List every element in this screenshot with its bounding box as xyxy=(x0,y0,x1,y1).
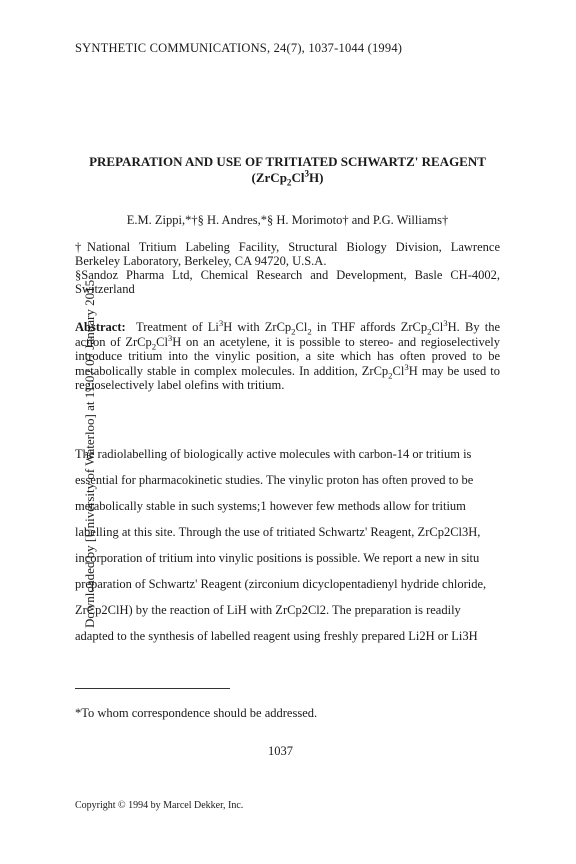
title-line-1: PREPARATION AND USE OF TRITIATED SCHWARTZ' REAGENT xyxy=(89,154,486,169)
body-line: preparation of Schwartz' Reagent (zirconium dicyclopentadienyl hydride chloride, xyxy=(75,577,487,591)
body-line: essential for pharmacokinetic studies. The vinylic proton has often proved to be xyxy=(75,473,474,487)
body-line: labelling at this site. Through the use of tritiated Schwartz' Reagent, ZrCp2Cl3H, xyxy=(75,525,481,539)
title-formula: $(ZrCp_2Cl^3H)$ xyxy=(251,168,324,188)
body-line: The radiolabelling of biologically active molecules with carbon-14 or tritium is xyxy=(75,447,472,461)
affiliation-sandoz: §Sandoz Pharma Ltd, Chemical Research and Development, Basle CH-4002, Switzerland xyxy=(75,268,500,296)
body-line: metabolically stable in such systems;1 however few methods allow for tritium xyxy=(75,499,466,513)
footnote-rule xyxy=(75,688,230,689)
journal-header: SYNTHETIC COMMUNICATIONS, 24(7), 1037-1044 (1994) xyxy=(75,41,403,55)
body-line: adapted to the synthesis of labelled reagent using freshly prepared Li2H or Li3H xyxy=(75,629,478,643)
abstract-label: Abstract: xyxy=(75,320,126,334)
download-watermark: Downloaded by [University of Waterloo] at 11:07 07 January 2015 xyxy=(82,279,97,628)
footnote: *To whom correspondence should be addressed. xyxy=(75,706,318,720)
affiliation-lbl: †National Tritium Labeling Facility, Structural Biology Division, Lawrence Berkeley Laboratory, Berkeley, CA 94720, U.S.A. xyxy=(75,240,500,268)
copyright-notice: Copyright © 1994 by Marcel Dekker, Inc. xyxy=(75,800,244,811)
paper-title xyxy=(75,154,500,186)
body-line: incorporation of tritium into vinylic positions is possible. We report a new in situ xyxy=(75,551,480,565)
author-list: E.M. Zippi,*†§ H. Andres,*§ H. Morimoto† and P.G. Williams† xyxy=(126,213,449,227)
page-number: 1037 xyxy=(268,744,293,758)
body-line: ZrCp2ClH) by the reaction of LiH with ZrCp2Cl2. The preparation is readily xyxy=(75,603,461,617)
abstract: Abstract: Treatment of Li$^3$H with $ZrCp_2Cl_2$ in THF affords $ZrCp_2Cl^3H$. By the action of $ZrCp_2Cl^3H$ on an acetylene, it is possible to stereo- and regioselectively introduce tritium into the vinylic position, a site which has often proved to be metabolically stable in complex molecules. In addition, $ZrCp_2Cl^3H$ may be used to regioselectively label olefins with tritium. xyxy=(75,317,501,393)
